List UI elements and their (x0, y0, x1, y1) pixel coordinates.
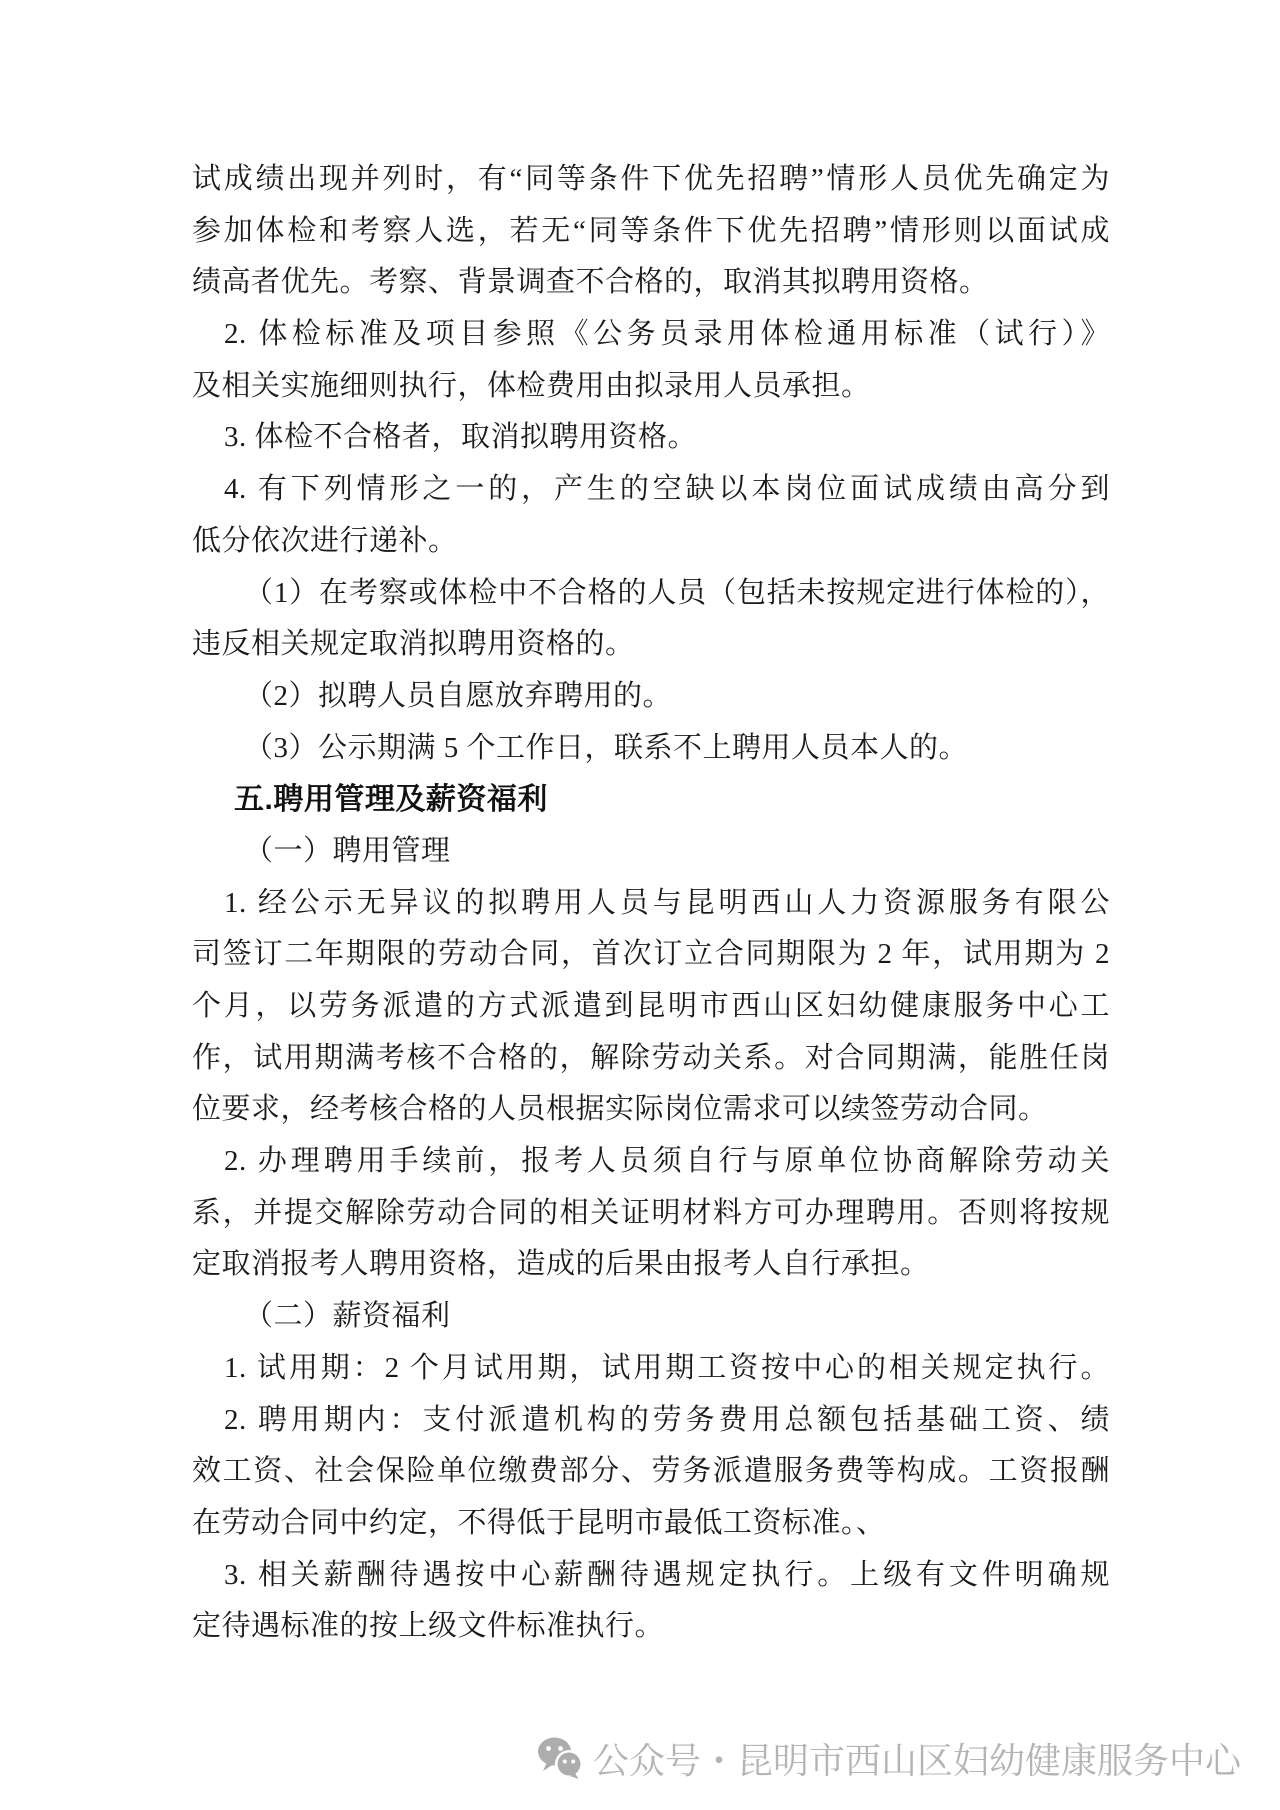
doc-line: 在劳动合同中约定，不得低于昆明市最低工资标准。、 (192, 1506, 886, 1539)
doc-line: 试成绩出现并列时，有“同等条件下优先招聘”情形人员优先确定为 (192, 163, 1110, 195)
doc-line: 司签订二年期限的劳动合同，首次订立合同期限为 2 年，试用期为 2 (192, 938, 1110, 971)
doc-line: （1）在考察或体检中不合格的人员（包括未按规定进行体检的）， (244, 576, 1110, 609)
document-body (192, 154, 1110, 1653)
section-heading: 五.聘用管理及薪资福利 (234, 783, 548, 817)
doc-line: 违反相关规定取消拟聘用资格的。 (192, 628, 635, 661)
doc-line: （3）公示期满 5 个工作日，联系不上聘用人员本人的。 (244, 731, 969, 764)
doc-line: 个月，以劳务派遣的方式派遣到昆明市西山区妇幼健康服务中心工 (192, 990, 1110, 1022)
watermark (537, 1734, 1241, 1782)
doc-line: （一）聘用管理 (244, 834, 451, 867)
doc-line: 2. 体检标准及项目参照《公务员录用体检通用标准（试行）》 (224, 318, 1110, 351)
doc-line: （2）拟聘人员自愿放弃聘用的。 (244, 679, 673, 712)
doc-line: 1. 经公示无异议的拟聘用人员与昆明西山人力资源服务有限公 (224, 886, 1110, 919)
doc-line: 位要求，经考核合格的人员根据实际岗位需求可以续签劳动合同。 (192, 1093, 1048, 1126)
doc-line: 作，试用期满考核不合格的，解除劳动关系。对合同期满，能胜任岗 (192, 1041, 1110, 1074)
doc-line: 4. 有下列情形之一的，产生的空缺以本岗位面试成绩由高分到 (224, 473, 1110, 506)
doc-line: 及相关实施细则执行，体检费用由拟录用人员承担。 (192, 369, 871, 402)
doc-line: 2. 聘用期内：支付派遣机构的劳务费用总额包括基础工资、绩 (224, 1403, 1110, 1436)
doc-line: （二）薪资福利 (244, 1300, 451, 1333)
doc-line: 低分依次进行递补。 (192, 524, 458, 557)
doc-line: 系，并提交解除劳动合同的相关证明材料方可办理聘用。否则将按规 (192, 1196, 1110, 1229)
doc-line: 1. 试用期：2 个月试用期，试用期工资按中心的相关规定执行。 (224, 1351, 1110, 1384)
doc-line: 效工资、社会保险单位缴费部分、劳务派遣服务费等构成。工资报酬 (192, 1455, 1110, 1488)
doc-line: 定待遇标准的按上级文件标准执行。 (192, 1610, 665, 1643)
watermark-text: 公众号・昆明市西山区妇幼健康服务中心 (593, 1739, 1242, 1781)
doc-line: 参加体检和考察人选，若无“同等条件下优先招聘”情形则以面试成 (192, 214, 1110, 247)
doc-line: 2. 办理聘用手续前，报考人员须自行与原单位协商解除劳动关 (224, 1145, 1110, 1178)
doc-line: 3. 体检不合格者，取消拟聘用资格。 (224, 421, 698, 454)
doc-line: 绩高者优先。考察、背景调查不合格的，取消其拟聘用资格。 (192, 266, 989, 299)
doc-line: 定取消报考人聘用资格，造成的后果由报考人自行承担。 (192, 1248, 930, 1281)
doc-line: 3. 相关薪酬待遇按中心薪酬待遇规定执行。上级有文件明确规 (224, 1558, 1110, 1591)
wechat-icon (537, 1737, 584, 1779)
